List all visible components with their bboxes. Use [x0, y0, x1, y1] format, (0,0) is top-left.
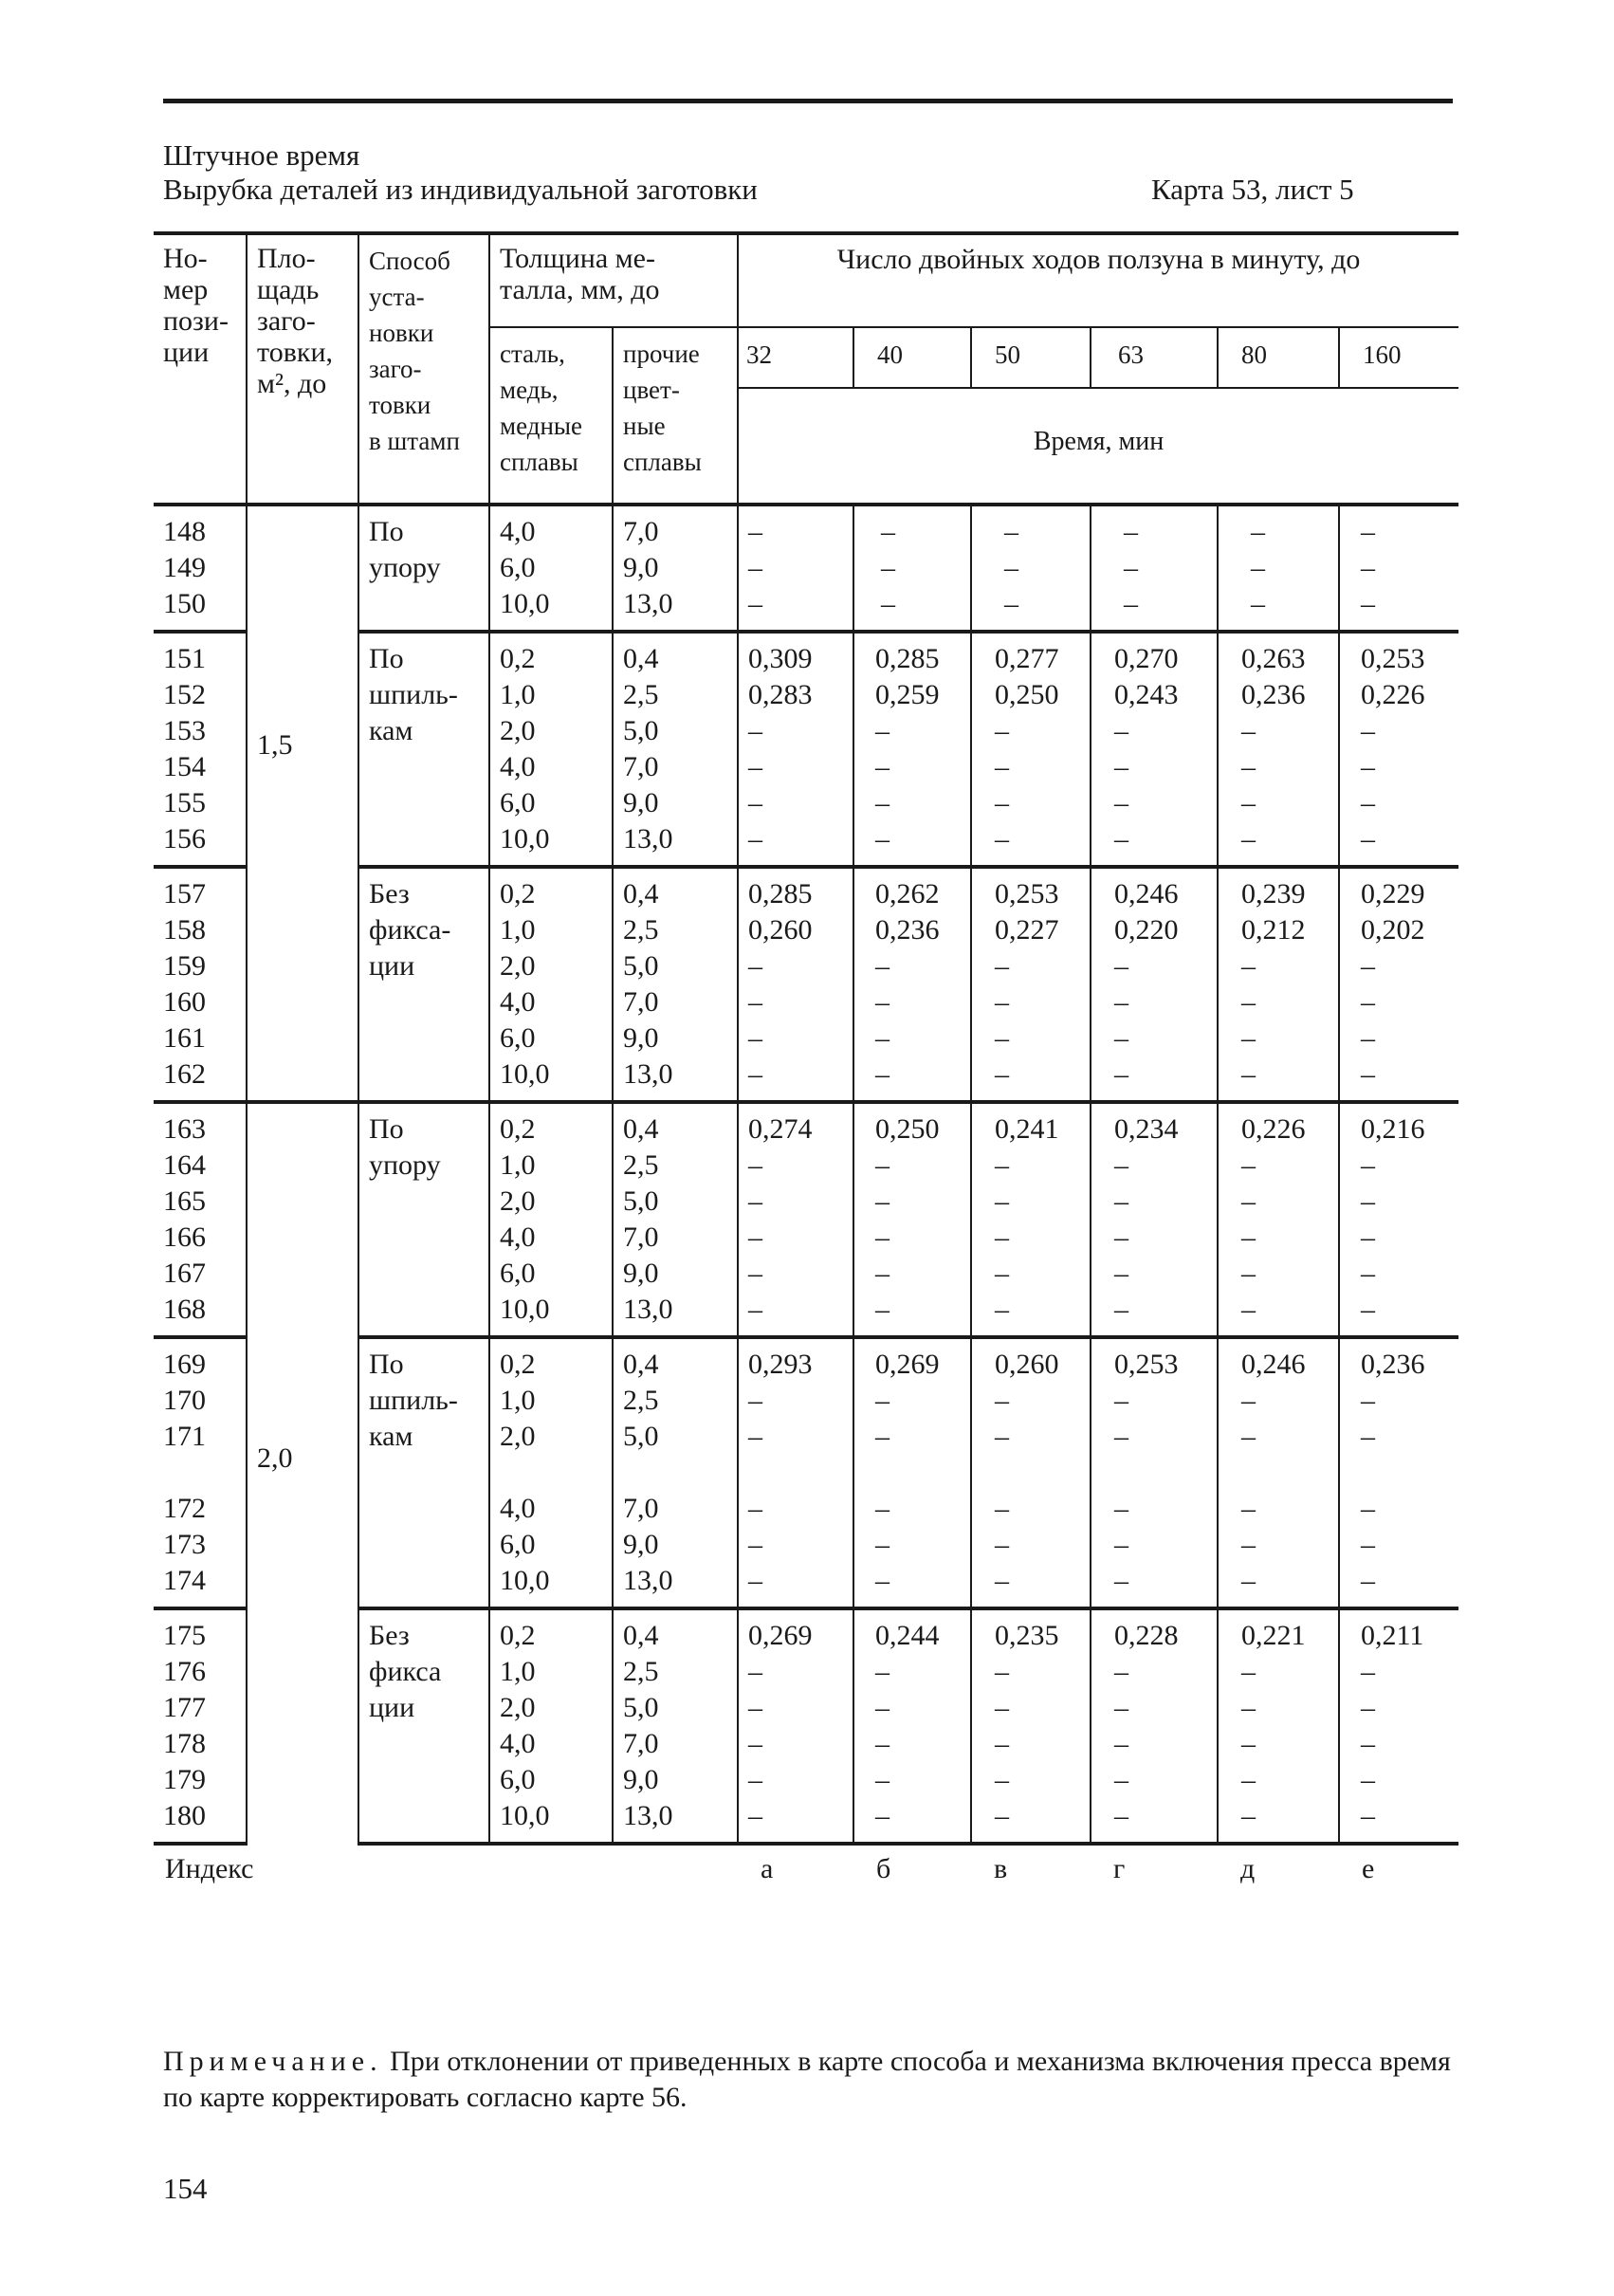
time-63-group-6: 0,228 – – – – –	[1091, 1608, 1218, 1844]
method-group-4: По упору	[358, 1102, 489, 1337]
time-50-group-1: – – –	[971, 505, 1091, 632]
positions-157-162: 157 158 159 160 161 162	[154, 867, 247, 1102]
time-80-group-1: – – –	[1218, 505, 1339, 632]
positions-169-174: 169 170 171 172 173 174	[154, 1337, 247, 1608]
time-50-group-3: 0,253 0,227 – – – –	[971, 867, 1091, 1102]
header-strokes-40: 40	[853, 327, 971, 388]
time-norm-table	[154, 231, 1458, 1885]
header-strokes-63: 63	[1091, 327, 1218, 388]
time-80-group-3: 0,239 0,212 – – – –	[1218, 867, 1339, 1102]
method-group-3: Без фикса- ции	[358, 867, 489, 1102]
other-group-6: 0,4 2,5 5,0 7,0 9,0 13,0	[613, 1608, 738, 1844]
method-group-6: Без фикса ции	[358, 1608, 489, 1844]
other-group-4: 0,4 2,5 5,0 7,0 9,0 13,0	[613, 1102, 738, 1337]
header-strokes-32: 32	[738, 327, 853, 388]
header-area: Пло- щадь заго- товки, м², до	[247, 233, 358, 505]
header-strokes-160: 160	[1339, 327, 1458, 388]
top-rule	[163, 99, 1453, 103]
time-40-group-3: 0,262 0,236 – – – –	[853, 867, 971, 1102]
time-40-group-1: – – –	[853, 505, 971, 632]
steel-group-3: 0,2 1,0 2,0 4,0 6,0 10,0	[489, 867, 613, 1102]
time-63-group-2: 0,270 0,243 – – – –	[1091, 632, 1218, 867]
header-thickness: Толщина ме- талла, мм, до	[489, 233, 738, 327]
index-a: а	[761, 1853, 774, 1884]
card-reference: Карта 53, лист 5	[1151, 173, 1354, 206]
header-steel: сталь, медь, медные сплавы	[489, 327, 613, 505]
area-value: 2,0	[257, 1442, 293, 1474]
other-group-3: 0,4 2,5 5,0 7,0 9,0 13,0	[613, 867, 738, 1102]
time-40-group-2: 0,285 0,259 – – – –	[853, 632, 971, 867]
time-80-group-5: 0,246 – – – – –	[1218, 1337, 1339, 1608]
time-160-group-6: 0,211 – – – – –	[1339, 1608, 1458, 1844]
time-32-group-3: 0,285 0,260 – – – –	[738, 867, 853, 1102]
time-160-group-3: 0,229 0,202 – – – –	[1339, 867, 1458, 1102]
index-d: д	[1240, 1853, 1256, 1884]
steel-group-5: 0,2 1,0 2,0 4,0 6,0 10,0	[489, 1337, 613, 1608]
time-80-group-4: 0,226 – – – – –	[1218, 1102, 1339, 1337]
time-32-group-4: 0,274 – – – – –	[738, 1102, 853, 1337]
time-40-group-6: 0,244 – – – – –	[853, 1608, 971, 1844]
note-text: При отклонении от приведенных в карте способа и механизма включения пресса время по карте корректировать согласно карте 56.	[163, 2046, 1451, 2113]
header-other-alloys: прочие цвет- ные сплавы	[613, 327, 738, 505]
footnote	[163, 2044, 1453, 2116]
steel-group-2: 0,2 1,0 2,0 4,0 6,0 10,0	[489, 632, 613, 867]
header-method: Способ уста- новки заго- товки в штамп	[358, 233, 489, 505]
time-40-group-4: 0,250 – – – – –	[853, 1102, 971, 1337]
time-32-group-1: – – –	[738, 505, 853, 632]
header-subtitle: Вырубка деталей из индивидуальной заготовки	[163, 173, 758, 206]
method-group-2: По шпиль- кам	[358, 632, 489, 867]
steel-group-6: 0,2 1,0 2,0 4,0 6,0 10,0	[489, 1608, 613, 1844]
time-50-group-2: 0,277 0,250 – – – –	[971, 632, 1091, 867]
time-63-group-4: 0,234 – – – – –	[1091, 1102, 1218, 1337]
time-50-group-6: 0,235 – – – – –	[971, 1608, 1091, 1844]
index-b: б	[876, 1853, 891, 1884]
note-lead: Примечание.	[163, 2046, 383, 2077]
time-160-group-5: 0,236 – – – – –	[1339, 1337, 1458, 1608]
time-50-group-5: 0,260 – – – – –	[971, 1337, 1091, 1608]
time-160-group-2: 0,253 0,226 – – – –	[1339, 632, 1458, 867]
time-32-group-6: 0,269 – – – – –	[738, 1608, 853, 1844]
time-63-group-3: 0,246 0,220 – – – –	[1091, 867, 1218, 1102]
other-group-2: 0,4 2,5 5,0 7,0 9,0 13,0	[613, 632, 738, 867]
positions-175-180: 175 176 177 178 179 180	[154, 1608, 247, 1844]
time-63-group-5: 0,253 – – – – –	[1091, 1337, 1218, 1608]
other-group-5: 0,4 2,5 5,0 7,0 9,0 13,0	[613, 1337, 738, 1608]
time-32-group-2: 0,309 0,283 – – – –	[738, 632, 853, 867]
index-g: г	[1113, 1853, 1126, 1884]
header-strokes-50: 50	[971, 327, 1091, 388]
header-time: Время, мин	[738, 388, 1458, 505]
time-80-group-6: 0,221 – – – – –	[1218, 1608, 1339, 1844]
table-row-group	[154, 1102, 1458, 1337]
time-40-group-5: 0,269 – – – – –	[853, 1337, 971, 1608]
steel-group-4: 0,2 1,0 2,0 4,0 6,0 10,0	[489, 1102, 613, 1337]
area-1-5	[247, 505, 358, 1102]
page-number: 154	[163, 2172, 208, 2205]
area-2-0	[247, 1102, 358, 1844]
method-group-5: По шпиль- кам	[358, 1337, 489, 1608]
index-v: в	[994, 1853, 1008, 1884]
time-160-group-1: – – –	[1339, 505, 1458, 632]
index-label: Индекс	[165, 1853, 254, 1884]
header-title: Штучное время	[163, 138, 360, 172]
time-160-group-4: 0,216 – – – – –	[1339, 1102, 1458, 1337]
index-row	[154, 1844, 1458, 1885]
index-e: е	[1362, 1853, 1375, 1884]
time-50-group-4: 0,241 – – – – –	[971, 1102, 1091, 1337]
time-80-group-2: 0,263 0,236 – – – –	[1218, 632, 1339, 867]
time-32-group-5: 0,293 – – – – –	[738, 1337, 853, 1608]
header-number: Но- мер пози- ции	[154, 233, 247, 505]
positions-163-168: 163 164 165 166 167 168	[154, 1102, 247, 1337]
positions-148-150: 148 149 150	[154, 505, 247, 632]
other-group-1: 7,0 9,0 13,0	[613, 505, 738, 632]
steel-group-1: 4,0 6,0 10,0	[489, 505, 613, 632]
table-row-group	[154, 505, 1458, 632]
positions-151-156: 151 152 153 154 155 156	[154, 632, 247, 867]
method-group-1: По упору	[358, 505, 489, 632]
header-strokes: Число двойных ходов ползуна в минуту, до	[738, 233, 1458, 327]
time-63-group-1: – – –	[1091, 505, 1218, 632]
header-strokes-80: 80	[1218, 327, 1339, 388]
area-value: 1,5	[257, 729, 293, 761]
